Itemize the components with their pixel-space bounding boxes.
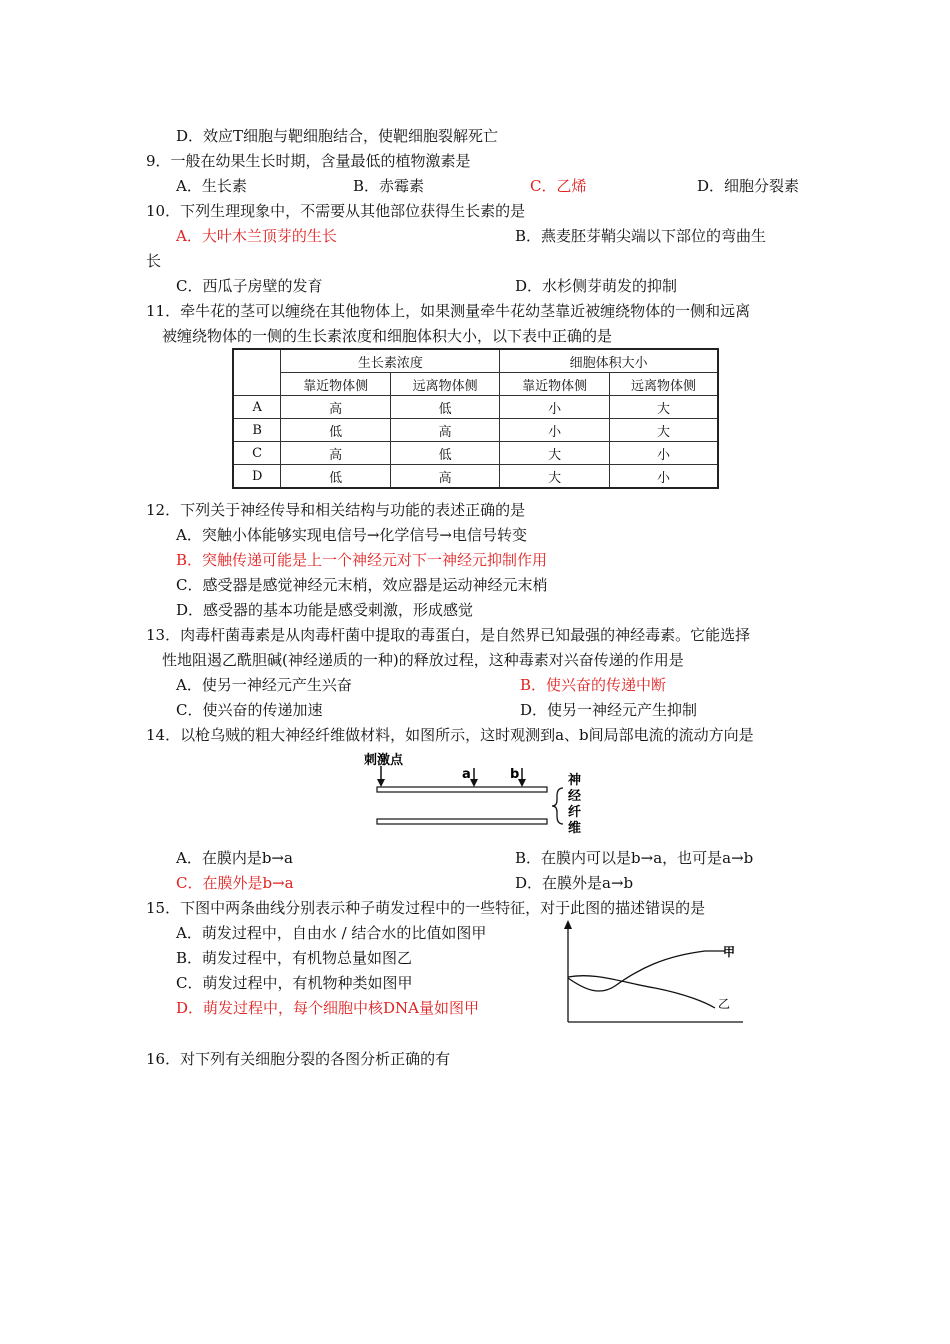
q12-option-b-answer: B．突触传递可能是上一个神经元对下一神经元抑制作用 [176,551,548,569]
table-cell: 大 [500,465,610,489]
q14-option-b: B．在膜内可以是b→a，也可是a→b [515,849,754,867]
table-cell: 高 [390,419,500,442]
q8-option-d: D．效应T细胞与靶细胞结合，使靶细胞裂解死亡 [176,127,499,145]
q10-option-b: B．燕麦胚芽鞘尖端以下部位的弯曲生 [515,227,767,245]
q9-option-b: B．赤霉素 [353,177,425,195]
fiber-brace [552,788,563,824]
q11-stem: 11．牵牛花的茎可以缠绕在其他物体上，如果测量牵牛花幼茎靠近被缠绕物体的一侧和远离 [146,302,751,320]
q13-option-c: C．使兴奋的传递加速 [176,701,323,719]
fiber-label-char: 神 [568,773,582,788]
q13-stem: 13．肉毒杆菌毒素是从肉毒杆菌中提取的毒蛋白，是自然界已知最强的神经毒素。它能选择 [146,626,751,644]
seed-germination-graph [555,916,755,1028]
table-row [233,465,718,489]
q12-option-a: A．突触小体能够实现电信号→化学信号→电信号转变 [176,526,527,544]
fiber-label-char: 纤 [568,805,582,820]
table-cell: 小 [500,419,610,442]
table-sub-header: 靠近物体侧 [281,373,391,396]
table-cell: A [233,396,281,419]
q15-option-b: B．萌发过程中，有机物总量如图乙 [176,949,413,967]
q13-stem-cont: 性地阻遏乙酰胆碱(神经递质的一种)的释放过程，这种毒素对兴奋传递的作用是 [162,651,684,669]
q15-stem: 15．下图中两条曲线分别表示种子萌发过程中的一些特征，对于此图的描述错误的是 [146,899,706,917]
q13-option-d: D．使另一神经元产生抑制 [520,701,698,719]
table-cell: 高 [281,442,391,465]
table-cell: C [233,442,281,465]
table-cell: B [233,419,281,442]
lower-membrane [377,819,547,824]
q12-option-c: C．感受器是感觉神经元末梢，效应器是运动神经元末梢 [176,576,548,594]
table-cell: 大 [609,419,718,442]
q10-stem: 10．下列生理现象中，不需要从其他部位获得生长素的是 [146,202,526,220]
table-cell: 小 [500,396,610,419]
table-row [233,396,718,419]
q13-option-a: A．使另一神经元产生兴奋 [176,676,352,694]
q9-option-d: D．细胞分裂素 [697,177,800,195]
table-sub-header: 远离物体侧 [390,373,500,396]
stimulus-point-label: 刺激点 [364,753,404,768]
q14-option-c-answer: C．在膜外是b→a [176,874,294,892]
curve-yi [568,976,715,1008]
upper-membrane [377,787,547,792]
q11-stem-cont: 被缠绕物体的一侧的生长素浓度和细胞体积大小，以下表中正确的是 [162,327,613,345]
point-a-arrowhead [470,779,478,787]
q9-stem: 9．一般在幼果生长时期，含量最低的植物激素是 [146,152,471,170]
table-cell: 低 [281,465,391,489]
table-cell: 高 [281,396,391,419]
table-cell: 低 [390,396,500,419]
q14-stem: 14．以枪乌贼的粗大神经纤维做材料，如图所示，这时观测到a、b间局部电流的流动方向是 [146,726,754,744]
q10-option-b-wrap: 长 [146,252,162,270]
table-cell: D [233,465,281,489]
table-row [233,442,718,465]
table-cell: 小 [609,442,718,465]
q14-option-d: D．在膜外是a→b [515,874,634,892]
table-cell: 低 [390,442,500,465]
q9-option-c-answer: C．乙烯 [530,177,587,195]
table-group-header: 生长素浓度 [281,349,500,373]
q10-option-a-answer: A．大叶木兰顶芽的生长 [176,227,337,245]
q9-option-a: A．生长素 [176,177,247,195]
q15-option-a: A．萌发过程中，自由水 / 结合水的比值如图甲 [176,924,487,942]
nerve-fiber-figure [360,748,600,844]
curve-yi-label: 乙 [718,997,731,1011]
q11-table [232,348,719,489]
curve-jia [568,951,725,991]
table-cell: 低 [281,419,391,442]
fiber-label-char: 经 [568,789,582,804]
q10-option-d: D．水杉侧芽萌发的抑制 [515,277,678,295]
y-axis-arrowhead [564,920,572,929]
point-b-arrowhead [518,779,526,787]
q16-stem: 16．对下列有关细胞分裂的各图分析正确的有 [146,1050,451,1068]
stimulus-arrowhead [377,779,385,787]
q15-option-c: C．萌发过程中，有机物种类如图甲 [176,974,413,992]
table-corner-cell [233,349,281,396]
q12-option-d: D．感受器的基本功能是感受刺激，形成感觉 [176,601,474,619]
table-sub-header: 远离物体侧 [609,373,718,396]
fiber-label-char: 维 [568,821,582,836]
q15-option-d-answer: D．萌发过程中，每个细胞中核DNA量如图甲 [176,999,480,1017]
table-row [233,419,718,442]
table-cell: 大 [500,442,610,465]
table-group-header: 细胞体积大小 [500,349,718,373]
q13-option-b-answer: B．使兴奋的传递中断 [520,676,667,694]
curve-jia-label: 甲 [723,945,736,959]
q14-option-a: A．在膜内是b→a [176,849,293,867]
table-sub-header: 靠近物体侧 [500,373,610,396]
q12-stem: 12．下列关于神经传导和相关结构与功能的表述正确的是 [146,501,526,519]
table-cell: 高 [390,465,500,489]
table-cell: 小 [609,465,718,489]
table-cell: 大 [609,396,718,419]
point-b-label: b [510,767,520,782]
point-a-label: a [462,767,471,782]
q10-option-c: C．西瓜子房壁的发育 [176,277,323,295]
